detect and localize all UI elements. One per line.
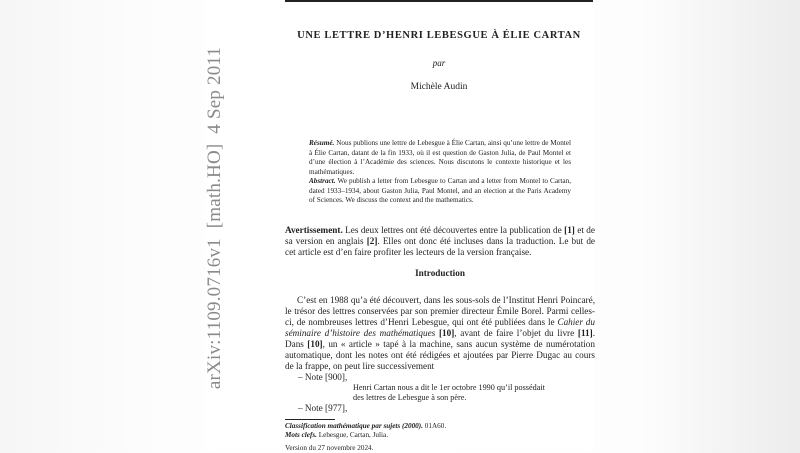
citation-link[interactable]: [2] (366, 236, 378, 246)
avertissement (285, 225, 595, 258)
text: et de sa version en anglais (285, 225, 595, 246)
abstract-text: We publish a letter from Lebesgue to Cartan and a letter from Montel to Cartan, dated 1933–1934, about Gaston Julia, Paul Montel, and an election at the Paris Academy of Sciences. We discuss the context and the mathematics. (309, 177, 571, 205)
top-rule (285, 0, 593, 2)
intro-paragraph (285, 295, 595, 372)
author: Michèle Audin (410, 82, 468, 92)
quote-line: des lettres de Lebesgue à son père. (353, 393, 467, 402)
paper-title: UNE LETTRE D’HENRI LEBESGUE À ÉLIE CARTAN (297, 30, 581, 41)
resume (309, 139, 571, 177)
text: . Dans (285, 328, 596, 349)
msc-footnote (285, 422, 595, 431)
text: . Elles ont donc été incluses dans la traduction. Le but de cet article est d’en faire profiter les lecteurs de la version française. (285, 236, 595, 257)
text-italic: Cahier du séminaire d’histoire des mathématiques (285, 317, 595, 338)
text: , avant de faire l’objet du livre (454, 328, 578, 338)
text: Les deux lettres ont été découvertes entre la publication de (342, 225, 565, 235)
avertissement-label: Avertissement. (285, 225, 343, 235)
quote-line: Henri Cartan nous a dit le 1er octobre 1990 qu’il possédait (353, 383, 545, 392)
note-item: – Note [977], (298, 403, 348, 413)
text: C’est en 1988 qu’a été découvert, dans les sous-sols de l’Institut Henri Poincaré, le trésor des lettres conservées par son premier directeur Émile Borel. Parmi celles-ci, de nombreuses lettres d’Henri Lebesgue, qui ont été publiées dans le (285, 295, 595, 327)
version-footnote: Version du 27 novembre 2024. (285, 444, 374, 452)
resume-label: Résumé. (309, 139, 335, 147)
msc-label: Classification mathématique par sujets (2000). (285, 422, 423, 430)
text: , un « article » tapé à la machine, sans aucun système de numérotation automatique, dont les notes ont été rédigées et ajoutées par Pierre Dugac au cours de la frappe, on peut lire successivement (285, 339, 595, 371)
resume-text: Nous publions une lettre de Lebesgue à Élie Cartan, ainsi qu’une lettre de Montel à Élie Cartan, datant de la fin 1933, où il est question de Gaston Julia, de Paul Montel et d’une élection à l’Académie des sciences. Nous discutons le contexte historique et les mathématiques. (309, 139, 571, 176)
section-heading: Introduction (415, 268, 465, 278)
footnote-rule (285, 419, 335, 420)
citation-link[interactable]: [1] (564, 225, 575, 235)
note-item: – Note [900], (298, 372, 348, 382)
keywords-value: Lebesgue, Cartan, Julia. (316, 431, 389, 439)
by-label: par (432, 58, 446, 68)
citation-link[interactable]: [10] (307, 339, 323, 349)
abstract (309, 177, 571, 206)
body-column (285, 225, 595, 453)
keywords-label: Mots clefs. (285, 431, 317, 439)
arxiv-stamp: arXiv:1109.0716v1 [math.HO] 4 Sep 2011 (204, 46, 225, 390)
citation-link[interactable]: [11] (577, 328, 593, 338)
msc-value: 01A60. (422, 422, 447, 430)
citation-link[interactable]: [10] (438, 328, 455, 338)
abstract-label: Abstract. (309, 177, 336, 185)
keywords-footnote (285, 431, 595, 440)
